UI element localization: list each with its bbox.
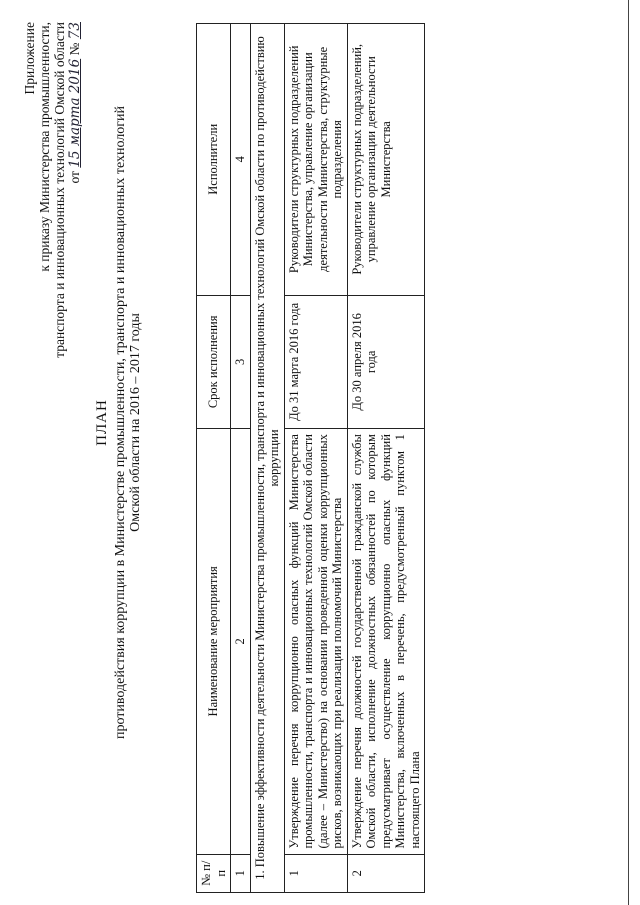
col-number-1: 1 [231,854,251,892]
handwritten-date: 15 марта 2016 [67,58,83,168]
row-name: Утверждение перечня должностей государственной гражданской службы Омской области, исполнение должностных обязанностей по которым предусматривает осуществление коррупционно опасных функций Министерства, включенных в перечень, предусмотренный пунктом 1 настоящего Плана [347,429,425,854]
col-number-2: 2 [231,429,251,854]
appendix-ministry: транспорта и инновационных технологий Омской области [52,22,67,358]
appendix-header [22,22,83,442]
appendix-date-line [67,22,83,442]
header-executors: Исполнители [197,24,231,296]
col-number-3: 3 [231,295,251,429]
row-num: 2 [347,854,425,892]
row-name: Утверждение перечня коррупционно опасных функций Министерства промышленности, транспорта и инновационных технологий Омской области (далее – Министерство) на основании проведенной оценки коррупционных рисков, возникающих при реализации полномочий Министерства [284,429,347,854]
header-num: № п/п [197,854,231,892]
table-row [347,24,425,893]
header-name: Наименование мероприятия [197,429,231,854]
handwritten-number: 73 [67,22,83,40]
appendix-order-ref: к приказу Министерства промышленности, [37,22,52,272]
row-num: 1 [284,854,347,892]
number-prefix: № [67,42,82,56]
appendix-label: Приложение [22,22,37,95]
row-executors: Руководители структурных подразделений, управление организации деятельности Министерства [347,24,425,296]
document-title [95,60,143,785]
plan-subtitle-line1: противодействия коррупции в Министерстве промышленности, транспорта и инновационных технологий [113,105,128,740]
scan-edge-line [628,0,629,905]
section-title: 1. Повышение эффективности деятельности Министерства промышленности, транспорта и инновационных технологий Омской области по противодействию коррупции [250,24,284,893]
plan-heading: ПЛАН [94,399,110,446]
table-header-row [197,24,231,893]
row-executors: Руководители структурных подразделений Министерства, управление организации деятельности Министерства, структурные подразделения [284,24,347,296]
plan-subtitle-line2: Омской области на 2016 – 2017 годы [128,313,143,532]
header-deadline: Срок исполнения [197,295,231,429]
row-deadline: До 30 апреля 2016 года [347,295,425,429]
table-row [284,24,347,893]
column-number-row [231,24,251,893]
plan-table [196,23,425,893]
col-number-4: 4 [231,24,251,296]
date-prefix: от [67,171,82,184]
section-row [250,24,284,893]
row-deadline: До 31 марта 2016 года [284,295,347,429]
